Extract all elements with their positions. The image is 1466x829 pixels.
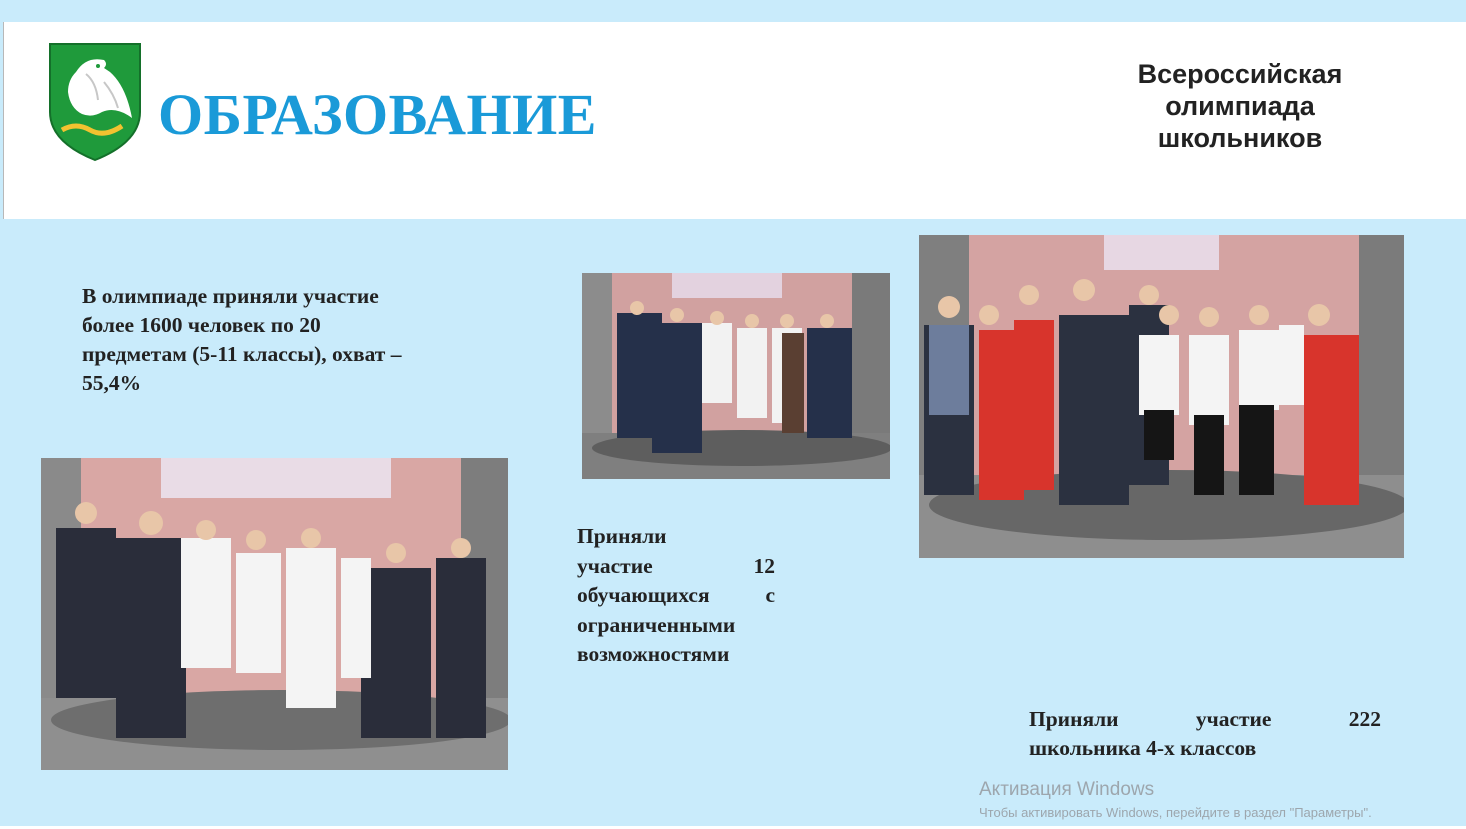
text-word: 222 bbox=[1348, 707, 1381, 731]
text-line: школьника 4-х классов bbox=[1029, 736, 1257, 760]
text-line bbox=[577, 552, 775, 582]
windows-activation-watermark bbox=[979, 778, 1372, 824]
text-line: ограниченными bbox=[577, 612, 736, 637]
text-word: 12 bbox=[753, 553, 775, 578]
text-line: Приняли bbox=[577, 524, 667, 548]
event-title-line: Всероссийская bbox=[1137, 59, 1343, 89]
text-word: участие bbox=[1195, 707, 1272, 731]
top-strip bbox=[0, 0, 1466, 22]
participation-text bbox=[82, 282, 472, 398]
event-title bbox=[1080, 58, 1400, 154]
disabilities-text bbox=[577, 522, 775, 670]
group-photo-left bbox=[41, 458, 508, 770]
text-word: участие bbox=[577, 553, 653, 578]
watermark-subtitle: Чтобы активировать Windows, перейдите в раздел "Параметры". bbox=[979, 805, 1372, 820]
text-line bbox=[577, 581, 775, 611]
text-line: В олимпиаде приняли участие bbox=[82, 284, 379, 308]
section-title: ОБРАЗОВАНИЕ bbox=[158, 82, 597, 147]
text-word: обучающихся bbox=[577, 583, 710, 607]
text-line: более 1600 человек по 20 bbox=[82, 313, 321, 337]
text-line: предметам (5-11 классы), охват – bbox=[82, 342, 402, 366]
event-title-line: олимпиада bbox=[1165, 91, 1315, 121]
text-line bbox=[1029, 705, 1381, 734]
text-line: возможностями bbox=[577, 642, 730, 666]
text-line: 55,4% bbox=[82, 371, 142, 395]
group-photo-right bbox=[919, 235, 1404, 558]
watermark-title: Активация Windows bbox=[979, 779, 1155, 800]
coat-of-arms-falcon-icon bbox=[46, 42, 144, 162]
event-title-line: школьников bbox=[1157, 123, 1323, 153]
group-photo-center bbox=[582, 273, 890, 479]
text-word: Приняли bbox=[1029, 707, 1119, 731]
fourth-grade-text bbox=[1029, 705, 1381, 763]
text-word: с bbox=[765, 583, 775, 607]
